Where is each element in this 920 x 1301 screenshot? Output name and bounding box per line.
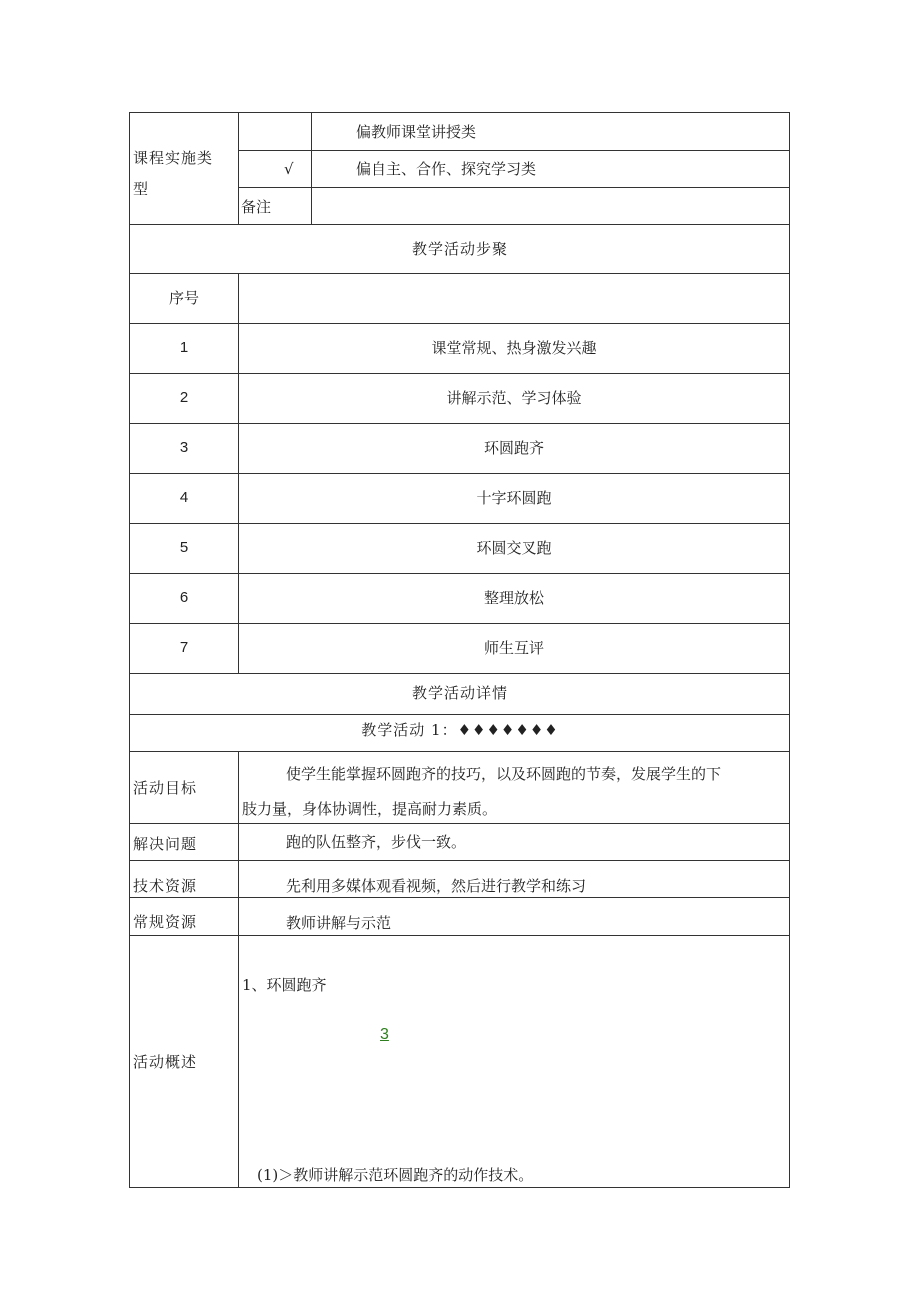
step-number: 1 bbox=[179, 339, 189, 356]
overview-step: (1)＞教师讲解示范环圆跑齐的动作技术。 bbox=[257, 1166, 534, 1184]
row-divider bbox=[130, 473, 790, 474]
step-number: 3 bbox=[179, 439, 189, 456]
step-number: 5 bbox=[179, 539, 189, 556]
lesson-plan-table bbox=[129, 112, 790, 1188]
step-number: 4 bbox=[179, 489, 189, 506]
course-type-label-line2: 型 bbox=[133, 180, 149, 198]
tech-resource-text: 先利用多媒体观看视频，然后进行教学和练习 bbox=[286, 877, 587, 895]
overview-item: 1、环圆跑齐 bbox=[242, 976, 327, 994]
col-divider bbox=[238, 273, 239, 673]
regular-resource-text: 教师讲解与示范 bbox=[286, 914, 392, 932]
steps-title: 教学活动步聚 bbox=[411, 240, 508, 258]
row-divider bbox=[130, 897, 790, 898]
col-divider bbox=[311, 113, 312, 224]
step-text: 课堂常规、热身激发兴趣 bbox=[431, 339, 597, 357]
regular-resource-label: 常规资源 bbox=[133, 913, 198, 931]
problem-text: 跑的队伍整齐，步伐一致。 bbox=[286, 833, 467, 851]
course-type-label-line1: 课程实施类 bbox=[133, 149, 214, 167]
row-divider bbox=[130, 224, 790, 225]
row-divider bbox=[130, 423, 790, 424]
goal-text-line2: 肢力量，身体协调性，提高耐力素质。 bbox=[242, 800, 498, 818]
option-check: √ bbox=[284, 160, 294, 178]
row-divider bbox=[130, 935, 790, 936]
step-text: 环圆跑齐 bbox=[483, 439, 544, 457]
overview-figure-link[interactable]: 3 bbox=[380, 1026, 389, 1043]
row-divider bbox=[238, 150, 790, 151]
step-number: 6 bbox=[179, 589, 189, 606]
option-teacher-led: 偏教师课堂讲授类 bbox=[356, 123, 477, 141]
goal-label: 活动目标 bbox=[133, 779, 198, 797]
step-number: 2 bbox=[179, 389, 189, 406]
tech-resource-label: 技术资源 bbox=[133, 877, 198, 895]
row-divider bbox=[238, 187, 790, 188]
step-text: 十字环圆跑 bbox=[476, 489, 552, 507]
step-text: 整理放松 bbox=[483, 589, 544, 607]
row-divider bbox=[130, 573, 790, 574]
overview-label: 活动概述 bbox=[133, 1053, 198, 1071]
row-divider bbox=[130, 714, 790, 715]
step-text: 环圆交叉跑 bbox=[476, 539, 552, 557]
row-divider bbox=[130, 860, 790, 861]
row-divider bbox=[130, 323, 790, 324]
step-text: 师生互评 bbox=[483, 639, 544, 657]
details-title: 教学活动详情 bbox=[411, 684, 508, 702]
remark-label: 备注 bbox=[241, 198, 272, 216]
row-divider bbox=[130, 523, 790, 524]
step-text: 讲解示范、学习体验 bbox=[446, 389, 582, 407]
steps-col-index: 序号 bbox=[168, 289, 199, 307]
row-divider bbox=[130, 373, 790, 374]
row-divider bbox=[130, 751, 790, 752]
activity-title: 教学活动 1：♦♦♦♦♦♦♦ bbox=[361, 721, 559, 739]
row-divider bbox=[130, 623, 790, 624]
step-number: 7 bbox=[179, 639, 189, 656]
problem-label: 解决问题 bbox=[133, 835, 198, 853]
row-divider bbox=[130, 673, 790, 674]
row-divider bbox=[130, 823, 790, 824]
goal-text-line1: 使学生能掌握环圆跑齐的技巧，以及环圆跑的节奏，发展学生的下 bbox=[286, 765, 722, 783]
row-divider bbox=[130, 273, 790, 274]
col-divider bbox=[238, 751, 239, 1187]
option-inquiry: 偏自主、合作、探究学习类 bbox=[356, 160, 537, 178]
